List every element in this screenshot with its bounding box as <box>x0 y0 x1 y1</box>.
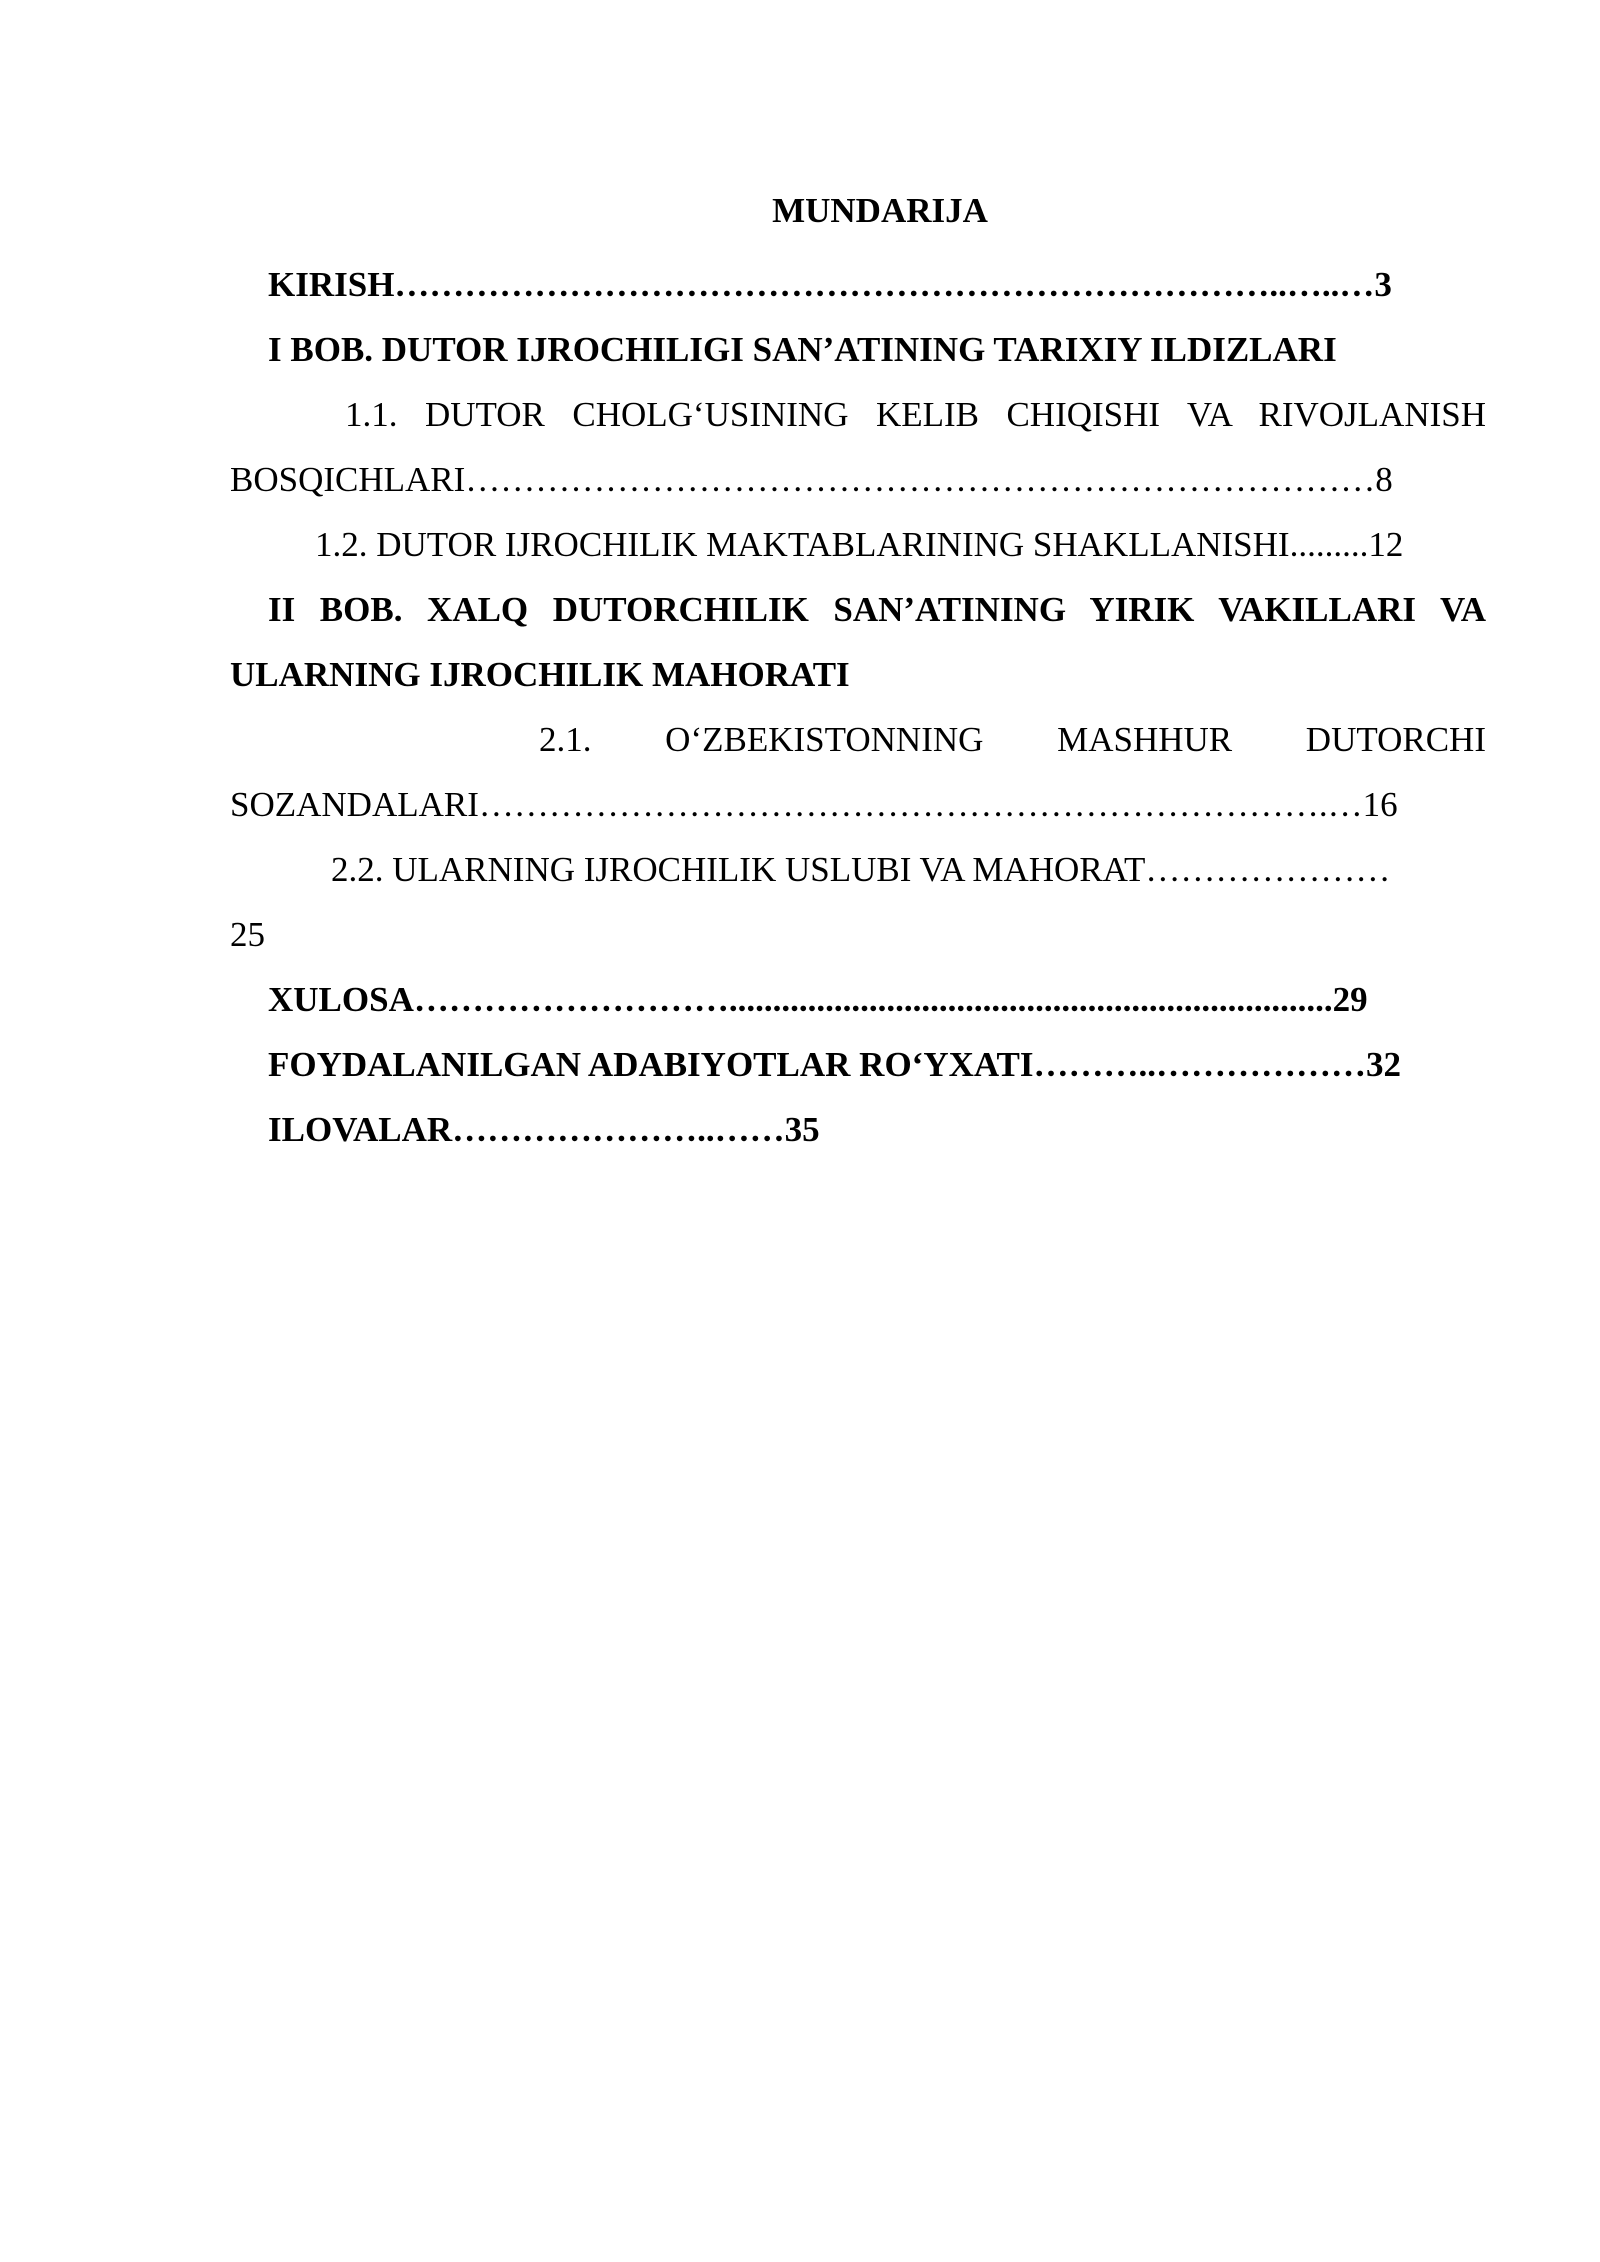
toc-entry-chapter-2-cont: ULARNING IJROCHILIK MAHORATI <box>230 655 850 694</box>
toc-entry-ilovalar: ILOVALAR…………………..……35 <box>268 1110 820 1149</box>
toc-entry-2-2-page: 25 <box>230 915 265 954</box>
toc-entry-2-1-cont: SOZANDALARI……………………………………………………………….…16 <box>230 785 1398 824</box>
toc-entry-1-2: 1.2. DUTOR IJROCHILIK MAKTABLARINING SHAKLLANISHI.........12 <box>315 525 1404 564</box>
toc-entry-1-1-cont: BOSQICHLARI……………………………………………………………………8 <box>230 460 1393 499</box>
toc-entry-xulosa: XULOSA……………………….....................................................................29 <box>268 980 1368 1019</box>
toc-entry-2-2: 2.2. ULARNING IJROCHILIK USLUBI VA MAHORAT………………… <box>331 850 1391 889</box>
table-of-contents <box>230 252 1486 1162</box>
toc-entry-chapter-2: II BOB. XALQ DUTORCHILIK SAN’ATINING YIRIK VAKILLARI VA <box>268 590 1486 629</box>
toc-entry-1-1: 1.1. DUTOR CHOLG‘USINING KELIB CHIQISHI VA RIVOJLANISH <box>345 395 1486 434</box>
toc-title: MUNDARIJA <box>772 191 988 230</box>
toc-entry-2-1: 2.1. O‘ZBEKISTONNING MASHHUR DUTORCHI <box>539 720 1486 759</box>
toc-entry-bibliography: FOYDALANILGAN ADABIYOTLAR RO‘YXATI………..………………32 <box>268 1045 1402 1084</box>
toc-entry-kirish: KIRISH…………………………………………………………………..…..…3 <box>268 265 1392 304</box>
toc-entry-chapter-1: I BOB. DUTOR IJROCHILIGI SAN’ATINING TARIXIY ILDIZLARI <box>268 330 1337 369</box>
